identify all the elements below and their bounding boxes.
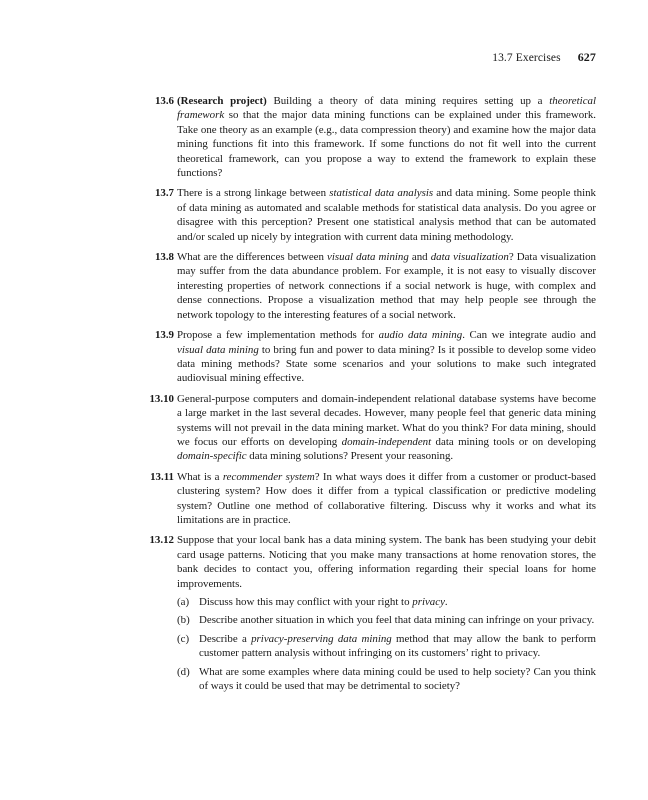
subpart-item — [177, 595, 596, 609]
emphasized-term: domain-specific — [177, 450, 247, 463]
text-run: What are some examples where data mining could be used to help society? Can you think of ways it could be used that may be detrimental to society? — [199, 665, 596, 693]
exercise-number: 13.10 — [149, 392, 174, 405]
emphasized-term: audio data mining — [378, 329, 463, 342]
text-run: . — [444, 596, 448, 608]
text-run: Building a theory of data mining requires setting up a — [266, 95, 550, 107]
text-run: Suppose that your local bank has a data mining system. The bank has been studying your debit card usage patterns. Noticing that you make many transactions at home renovation stores, the bank decides to contact you, offering information regarding their special loans for home improvements. — [177, 534, 596, 590]
subpart-item — [177, 613, 596, 627]
emphasized-term: privacy-preserving data mining — [251, 632, 392, 645]
subpart-text — [199, 614, 594, 626]
text-run: . Can we integrate audio and — [462, 329, 597, 342]
exercise-13-6 — [140, 94, 596, 180]
subpart-list — [177, 595, 596, 693]
exercise-lead: (Research project) — [177, 95, 267, 107]
text-run: data mining solutions? Present your reasoning. — [246, 450, 454, 463]
emphasized-term: theoretical framework — [177, 95, 596, 122]
exercise-text — [177, 392, 596, 464]
text-run: There is a strong linkage between — [177, 187, 330, 200]
subpart-text — [199, 596, 448, 608]
subpart-text — [199, 666, 596, 692]
exercise-text — [177, 533, 596, 591]
section-title: 13.7 Exercises — [492, 52, 561, 64]
text-run: method that may allow the bank to perform customer pattern analysis without infringing on its customers’ right to privacy. — [199, 632, 596, 660]
subpart-label: (d) — [177, 665, 190, 678]
emphasized-term: data visualization — [430, 251, 509, 264]
exercise-number: 13.8 — [154, 251, 174, 264]
text-run: General-purpose computers and domain-independent relational database systems have become a large market in the last several decades. However, many people feel that generic data mining systems will not prevail in the data mining market. What do you think? For data mining, should we focus our efforts on developing — [177, 392, 596, 448]
text-run: and data mining. Some people think of data mining as automated and scalable methods for statistical data analysis. Do you agree or disagree with this perception? Present one statistical analysis method that can be automated and/or scaled up nicely by integration with current data mining methodology. — [177, 187, 596, 243]
emphasized-term: statistical data analysis — [329, 187, 434, 200]
text-run: to bring fun and power to data mining? Is it possible to develop some video data mining methods? State some scenarios and your solutions to make such integrated audiovisual mining effective. — [177, 343, 596, 385]
subpart-text — [199, 633, 596, 659]
text-run: Propose a few implementation methods for — [177, 329, 379, 342]
text-run: What are the differences between — [177, 251, 328, 264]
text-run: data mining tools or on developing — [431, 435, 596, 448]
page-number: 627 — [577, 50, 596, 64]
exercise-text — [177, 470, 596, 528]
emphasized-term: privacy — [412, 596, 445, 608]
exercise-number: 13.7 — [154, 187, 174, 200]
text-run: Describe a — [199, 632, 252, 645]
emphasized-term: visual data mining — [327, 251, 409, 264]
exercise-13-10 — [140, 392, 596, 464]
text-run: ? Data visualization may suffer from the data abundance problem. For example, it is not easy to visually discover interesting properties of network connections if a social network is huge, with complex and dense connections. Propose a visualization method that may help people see through the network topology to the interesting features of a social network. — [177, 251, 597, 321]
subpart-item — [177, 665, 596, 694]
running-header — [492, 50, 596, 65]
exercise-text — [177, 186, 596, 244]
exercise-13-12 — [140, 533, 596, 693]
exercise-text — [177, 94, 596, 180]
text-run: so that the major data mining functions can be explained under this framework. Take one theory as an example (e.g., data compression theory) and examine how the major data mining functions fit into this framework. If some functions do not fit well into the current theoretical framework, can you propose a way to extend the framework to explain these functions? — [177, 109, 596, 180]
text-run: What is a — [177, 470, 223, 483]
exercise-list — [140, 94, 596, 699]
emphasized-term: domain-independent — [341, 435, 432, 448]
text-run: ? In what ways does it differ from a customer or product-based clustering system? How does it differ from a typical classification or predictive modeling system? Outline one method of collaborative filtering. Discuss why it works and what its limitations are in practice. — [177, 470, 596, 526]
exercise-text — [177, 250, 596, 322]
text-run: and — [408, 251, 431, 264]
exercise-13-8 — [140, 250, 596, 322]
text-run: Describe another situation in which you feel that data mining can infringe on your privacy. — [199, 614, 595, 627]
exercise-number: 13.9 — [154, 329, 174, 342]
subpart-label: (b) — [177, 614, 190, 627]
subpart-item — [177, 632, 596, 661]
exercise-13-11 — [140, 470, 596, 528]
text-run: Discuss how this may conflict with your right to — [199, 596, 413, 608]
exercise-number: 13.11 — [150, 470, 174, 483]
exercise-text — [177, 328, 596, 386]
subpart-label: (c) — [177, 632, 190, 645]
exercise-13-7 — [140, 186, 596, 244]
subpart-label: (a) — [177, 596, 190, 608]
exercise-number: 13.6 — [154, 95, 174, 107]
emphasized-term: visual data mining — [177, 343, 259, 356]
emphasized-term: recommender system — [222, 470, 315, 483]
exercise-number: 13.12 — [149, 534, 174, 547]
exercise-13-9 — [140, 328, 596, 386]
